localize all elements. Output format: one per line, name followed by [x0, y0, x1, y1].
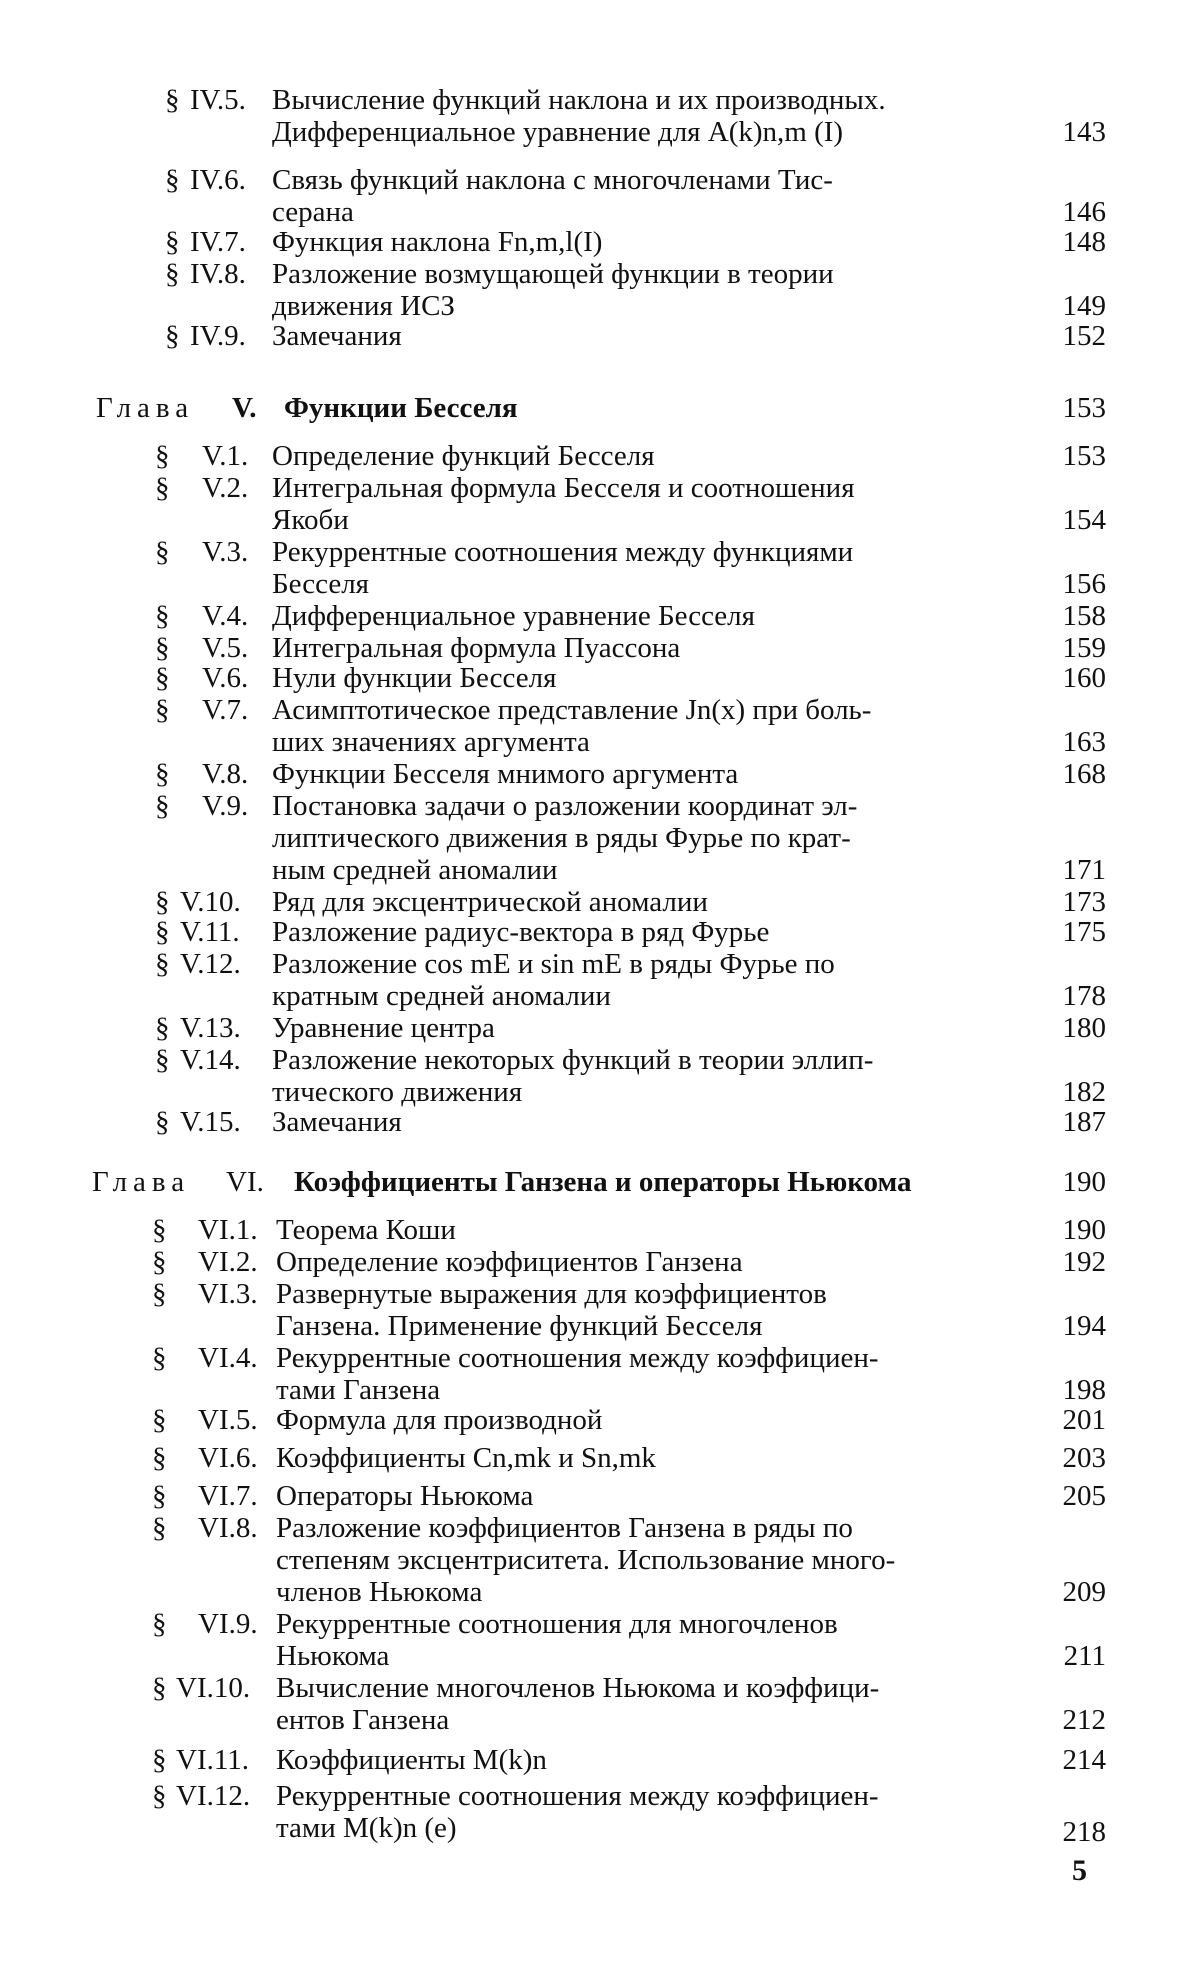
entry-title-line: Функция наклона Fn,m,l(I) — [272, 226, 603, 258]
section-sign: § — [155, 916, 170, 948]
entry-title-line: членов Ньюкома — [276, 1576, 483, 1608]
entry-title-line: Разложение возмущающей функции в теории — [272, 258, 834, 290]
entry-title-line: движения ИСЗ — [272, 290, 455, 322]
entry-title-line: Рекуррентные соотношения для многочленов — [276, 1608, 838, 1640]
section-number: VI.11. — [176, 1744, 250, 1776]
section-sign: § — [155, 758, 170, 790]
section-sign: § — [152, 1608, 167, 1640]
section-number: VI.1. — [198, 1214, 258, 1246]
section-number: VI.2. — [198, 1246, 258, 1278]
chapter-title: Коэффициенты Ганзена и операторы Ньюкома — [294, 1166, 912, 1198]
section-sign: § — [165, 84, 180, 116]
page-ref: 156 — [1062, 568, 1106, 600]
section-number: IV.8. — [190, 258, 246, 290]
entry-title-line: Операторы Ньюкома — [276, 1480, 534, 1512]
page-ref: 146 — [1062, 196, 1106, 228]
entry-title-line: Ряд для эксцентрической аномалии — [272, 886, 708, 918]
entry-title-line: Уравнение центра — [272, 1012, 495, 1044]
section-number: V.3. — [202, 536, 249, 568]
section-number: VI.3. — [198, 1278, 258, 1310]
page-ref: 209 — [1062, 1576, 1106, 1608]
section-number: VI.12. — [176, 1780, 251, 1812]
page-ref: 212 — [1062, 1704, 1106, 1736]
page-ref: 160 — [1062, 662, 1106, 694]
section-number: V.1. — [202, 440, 249, 472]
section-number: V.11. — [180, 916, 240, 948]
entry-title-line: тического движения — [272, 1076, 523, 1108]
section-number: V.15. — [180, 1106, 241, 1138]
page-ref: 192 — [1062, 1246, 1106, 1278]
page-ref: 158 — [1062, 600, 1106, 632]
section-number: VI.7. — [198, 1480, 258, 1512]
entry-title-line: тами Ганзена — [276, 1374, 441, 1406]
section-sign: § — [155, 440, 170, 472]
page-number: 5 — [1072, 1854, 1087, 1887]
entry-title-line: степеням эксцентриситета. Использование много- — [276, 1544, 896, 1576]
page-ref: 173 — [1062, 886, 1106, 918]
entry-title-line: Разложение cos mE и sin mE в ряды Фурье по — [272, 948, 835, 980]
entry-title-line: Разложение некоторых функций в теории эллип- — [272, 1044, 874, 1076]
entry-title-line: Ганзена. Применение функций Бесселя — [276, 1310, 763, 1342]
page-ref: 163 — [1062, 726, 1106, 758]
page-ref: 182 — [1062, 1076, 1106, 1108]
entry-title-line: Разложение радиус-вектора в ряд Фурье — [272, 916, 770, 948]
section-number: IV.6. — [190, 164, 246, 196]
section-sign: § — [152, 1512, 167, 1544]
section-sign: § — [155, 948, 170, 980]
section-sign: § — [152, 1672, 167, 1704]
section-sign: § — [165, 226, 180, 258]
section-sign: § — [155, 472, 170, 504]
section-sign: § — [155, 790, 170, 822]
section-sign: § — [152, 1780, 167, 1812]
section-number: IV.5. — [190, 84, 246, 116]
entry-title-line: Коэффициенты Cn,mk и Sn,mk — [276, 1442, 656, 1474]
page-ref: 190 — [1062, 1214, 1106, 1246]
section-sign: § — [155, 600, 170, 632]
entry-title-line: серана — [272, 196, 354, 228]
entry-title-line: Рекуррентные соотношения между функциями — [272, 536, 854, 568]
page-ref: 159 — [1062, 632, 1106, 664]
page-ref: 148 — [1062, 226, 1106, 258]
section-number: V.7. — [202, 694, 249, 726]
page-ref: 149 — [1062, 290, 1106, 322]
entry-title-line: Интегральная формула Бесселя и соотношения — [272, 472, 855, 504]
chapter-label: Глава — [92, 1166, 191, 1198]
chapter-roman: VI. — [226, 1166, 264, 1198]
entry-title-line: Бесселя — [272, 568, 370, 600]
section-number: V.13. — [180, 1012, 241, 1044]
section-number: V.8. — [202, 758, 249, 790]
section-number: VI.8. — [198, 1512, 258, 1544]
section-sign: § — [152, 1246, 167, 1278]
section-sign: § — [155, 886, 170, 918]
section-number: IV.9. — [190, 320, 246, 352]
section-sign: § — [165, 258, 180, 290]
entry-title-line: Функции Бесселя мнимого аргумента — [272, 758, 739, 790]
chapter-title: Функции Бесселя — [284, 392, 518, 424]
page-ref: 201 — [1062, 1404, 1106, 1436]
section-number: V.10. — [180, 886, 241, 918]
page-ref: 203 — [1062, 1442, 1106, 1474]
page-ref: 198 — [1062, 1374, 1106, 1406]
entry-title-line: Дифференциальное уравнение для A(k)n,m (I) — [272, 116, 844, 148]
entry-title-line: липтического движения в ряды Фурье по крат- — [272, 822, 851, 854]
entry-title-line: Постановка задачи о разложении координат эл- — [272, 790, 858, 822]
section-sign: § — [155, 662, 170, 694]
section-number: VI.10. — [176, 1672, 251, 1704]
entry-title-line: Коэффициенты M(k)n — [276, 1744, 547, 1776]
section-sign: § — [152, 1404, 167, 1436]
page-ref: 152 — [1062, 320, 1106, 352]
entry-title-line: Разложение коэффициентов Ганзена в ряды по — [276, 1512, 853, 1544]
entry-title-line: Интегральная формула Пуассона — [272, 632, 681, 664]
section-number: IV.7. — [190, 226, 246, 258]
section-sign: § — [165, 164, 180, 196]
page-ref: 153 — [1062, 392, 1106, 424]
section-number: VI.5. — [198, 1404, 258, 1436]
section-sign: § — [155, 536, 170, 568]
page-ref: 187 — [1062, 1106, 1106, 1138]
entry-title-line: ным средней аномалии — [272, 854, 558, 886]
section-sign: § — [152, 1442, 167, 1474]
section-sign: § — [165, 320, 180, 352]
entry-title-line: Рекуррентные соотношения между коэффициен- — [276, 1780, 879, 1812]
entry-title-line: Замечания — [272, 1106, 402, 1138]
chapter-roman: V. — [232, 392, 257, 424]
section-number: V.2. — [202, 472, 249, 504]
page-ref: 180 — [1062, 1012, 1106, 1044]
entry-title-line: ентов Ганзена — [276, 1704, 450, 1736]
section-sign: § — [152, 1744, 167, 1776]
page-ref: 171 — [1062, 854, 1106, 886]
section-number: VI.9. — [198, 1608, 258, 1640]
page-ref: 190 — [1062, 1166, 1106, 1198]
section-number: V.5. — [202, 632, 249, 664]
entry-title-line: Замечания — [272, 320, 402, 352]
entry-title-line: Развернутые выражения для коэффициентов — [276, 1278, 827, 1310]
section-number: VI.6. — [198, 1442, 258, 1474]
page-ref: 214 — [1062, 1744, 1106, 1776]
page-ref: 175 — [1062, 916, 1106, 948]
page-ref: 168 — [1062, 758, 1106, 790]
page-ref: 154 — [1062, 504, 1106, 536]
entry-title-line: Вычисление функций наклона и их производных. — [272, 84, 886, 116]
page-ref: 153 — [1062, 440, 1106, 472]
entry-title-line: Связь функций наклона с многочленами Тис- — [272, 164, 833, 196]
section-number: VI.4. — [198, 1342, 258, 1374]
section-number: V.6. — [202, 662, 249, 694]
entry-title-line: Асимптотическое представление Jn(x) при боль- — [272, 694, 872, 726]
entry-title-line: Якоби — [272, 504, 349, 536]
entry-title-line: Ньюкома — [276, 1640, 390, 1672]
section-sign: § — [155, 632, 170, 664]
chapter-label: Глава — [96, 392, 195, 424]
section-number: V.14. — [180, 1044, 241, 1076]
entry-title-line: Вычисление многочленов Ньюкома и коэффици- — [276, 1672, 880, 1704]
entry-title-line: Теорема Коши — [276, 1214, 456, 1246]
section-sign: § — [152, 1214, 167, 1246]
page-ref: 143 — [1062, 116, 1106, 148]
entry-title-line: Формула для производной — [276, 1404, 603, 1436]
page-ref: 218 — [1062, 1816, 1106, 1848]
page-ref: 211 — [1063, 1640, 1106, 1672]
entry-title-line: Определение функций Бесселя — [272, 440, 655, 472]
section-number: V.9. — [202, 790, 249, 822]
section-sign: § — [155, 1012, 170, 1044]
entry-title-line: Определение коэффициентов Ганзена — [276, 1246, 743, 1278]
section-sign: § — [152, 1342, 167, 1374]
page-ref: 205 — [1062, 1480, 1106, 1512]
section-number: V.4. — [202, 600, 249, 632]
section-number: V.12. — [180, 948, 241, 980]
section-sign: § — [155, 1044, 170, 1076]
section-sign: § — [155, 694, 170, 726]
section-sign: § — [155, 1106, 170, 1138]
page-ref: 178 — [1062, 980, 1106, 1012]
section-sign: § — [152, 1278, 167, 1310]
entry-title-line: кратным средней аномалии — [272, 980, 611, 1012]
entry-title-line: тами M(k)n (e) — [276, 1812, 457, 1844]
page-ref: 194 — [1062, 1310, 1106, 1342]
entry-title-line: ших значениях аргумента — [272, 726, 590, 758]
section-sign: § — [152, 1480, 167, 1512]
entry-title-line: Дифференциальное уравнение Бесселя — [272, 600, 755, 632]
entry-title-line: Рекуррентные соотношения между коэффициен- — [276, 1342, 879, 1374]
entry-title-line: Нули функции Бесселя — [272, 662, 557, 694]
